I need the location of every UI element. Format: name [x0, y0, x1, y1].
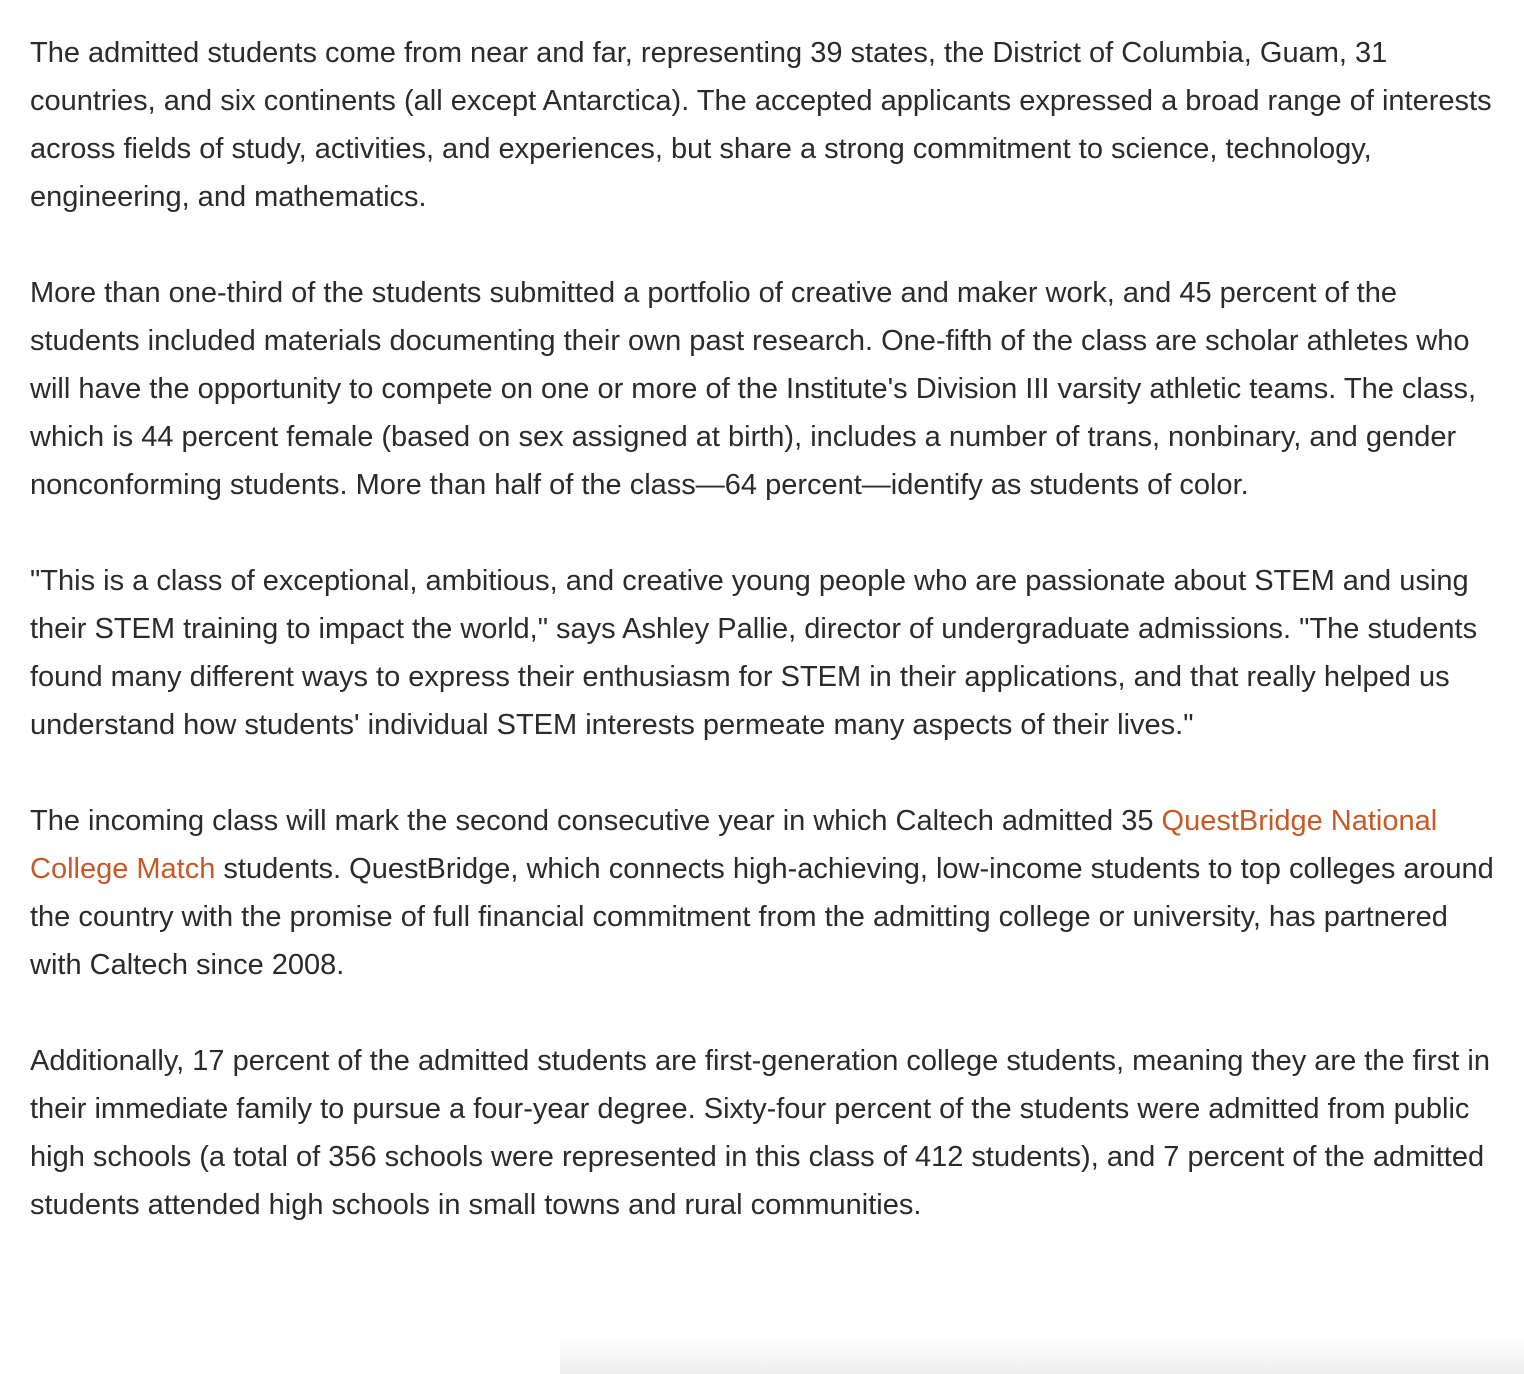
paragraph-quote: "This is a class of exceptional, ambitious, and creative young people who are passionate about STEM and using their STEM training to impact the world," says Ashley Pallie, director of undergraduate admissions. "The students found many different ways to express their enthusiasm for STEM in their applications, and that really helped us understand how students' individual STEM interests permeate many aspects of their lives." [30, 565, 1478, 741]
paragraph-portfolio-athletes: More than one-third of the students submitted a portfolio of creative and maker work, and 45 percent of the students included materials documenting their own past research. One-fifth of the class are scholar athletes who will have the opportunity to compete on one or more of the Institute's Division III varsity athletic teams. The class, which is 44 percent female (based on sex assigned at birth), includes a number of trans, nonbinary, and gender nonconforming students. More than half of the class—64 percent—identify as students of color. [30, 277, 1477, 501]
paragraph-first-generation: Additionally, 17 percent of the admitted students are first-generation college students, meaning they are the first in their immediate family to pursue a four-year degree. Sixty-four percent of the students were admitted from public high schools (a total of 356 schools were represented in this class of 412 students), and 7 percent of the admitted students attended high schools in small towns and rural communities. [30, 1045, 1490, 1221]
article-body [30, 29, 1500, 1229]
paragraph-questbridge [30, 797, 1500, 989]
questbridge-text-before: The incoming class will mark the second consecutive year in which Caltech admitted 35 [30, 805, 1162, 837]
bottom-fade-overlay [560, 1338, 1524, 1374]
questbridge-text-after: students. QuestBridge, which connects high-achieving, low-income students to top colleges around the country with the promise of full financial commitment from the admitting college or university, has partnered with Caltech since 2008. [30, 853, 1494, 981]
questbridge-link[interactable]: QuestBridge National College Match [30, 805, 1438, 885]
paragraph-geography: The admitted students come from near and far, representing 39 states, the District of Columbia, Guam, 31 countries, and six continents (all except Antarctica). The accepted applicants expressed a broad range of interests across fields of study, activities, and experiences, but share a strong commitment to science, technology, engineering, and mathematics. [30, 37, 1492, 213]
